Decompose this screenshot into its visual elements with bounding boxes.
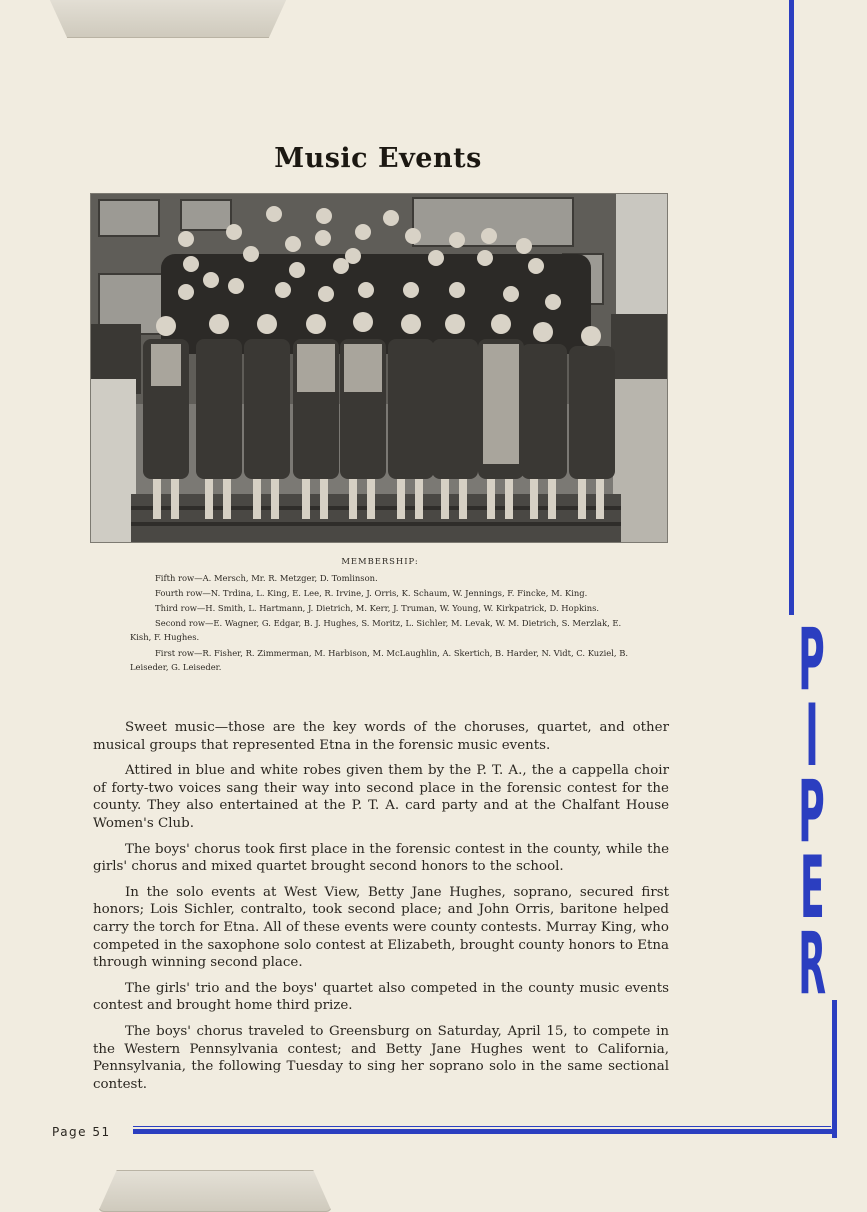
border-line-horizontal-thin (133, 1126, 831, 1127)
paragraph: In the solo events at West View, Betty Jane Hughes, soprano, secured first honors; Lois Sichler, contralto, took second place; and John Orris, baritone helped carry the torch for Etna. All of these events were county contests. Murray King, who competed in the saxophone solo contest at Elizabeth, brought county honors to Etna through winning second place. (93, 884, 669, 971)
paragraph: Attired in blue and white robes given them by the P. T. A., the a cappella choir of forty-two voices sang their way into second place in the forensic contest for the county. They also entertained at the P. T. A. card party and at the Chalfant House Women's Club. (93, 763, 669, 831)
membership-heading: MEMBERSHIP: (341, 556, 419, 566)
paragraph: The boys' chorus traveled to Greensburg on Saturday, April 15, to compete in the Western Pennsylvania contest; and Betty Jane Hughes went to California, Pennsylvania, the following Tuesday to sing her soprano solo in the same sectional contest. (93, 1023, 669, 1092)
title-letter: I (805, 686, 819, 786)
yearbook-title-vertical (790, 610, 834, 1014)
membership-row: Fifth row—A. Mersch, Mr. R. Metzger, D. Tomlinson. (155, 573, 378, 584)
membership-row: Third row—H. Smith, L. Hartmann, J. Dietrich, M. Kerr, J. Truman, W. Young, W. Kirkpatrick, D. Hopkins. (155, 603, 600, 614)
page-number: Page 51 (52, 1125, 111, 1139)
border-line-vertical-bottom (832, 1000, 837, 1138)
membership-caption (130, 554, 630, 675)
article-body (93, 719, 669, 1101)
paragraph: The girls' trio and the boys' quartet also competed in the county music events contest and brought home third prize. (93, 980, 669, 1014)
group-photo (90, 193, 668, 543)
title-letter: P (798, 762, 826, 862)
membership-row: Second row—E. Wagner, G. Edgar, B. J. Hughes, S. Moritz, L. Sichler, M. Levak, W. M. Dietrich, S. Merzlak, E. Kish, F. Hughes. (130, 618, 622, 643)
title-letter: E (799, 838, 825, 938)
page-tab-bottom (98, 1170, 332, 1212)
title-letter: R (798, 914, 826, 1014)
membership-row: First row—R. Fisher, R. Zimmerman, M. Harbison, M. McLaughlin, A. Skertich, B. Harder, N. Vidt, C. Kuziel, B. Leiseder, G. Leiseder. (130, 647, 629, 672)
paragraph: Sweet music—those are the key words of the choruses, quartet, and other musical groups that represented Etna in the forensic music events. (93, 720, 669, 753)
paragraph: The boys' chorus took first place in the forensic contest in the county, while the girls' chorus and mixed quartet brought second honors to the school. (93, 841, 669, 875)
page-title: Music Events (274, 143, 482, 174)
border-line-horizontal (133, 1129, 837, 1134)
border-line-vertical-top (789, 0, 794, 615)
membership-row: Fourth row—N. Trdina, L. King, E. Lee, R. Irvine, J. Orris, K. Schaum, W. Jennings, F. Fincke, M. King. (155, 588, 588, 599)
page-tab-top (48, 0, 288, 38)
title-letter: P (798, 610, 826, 710)
